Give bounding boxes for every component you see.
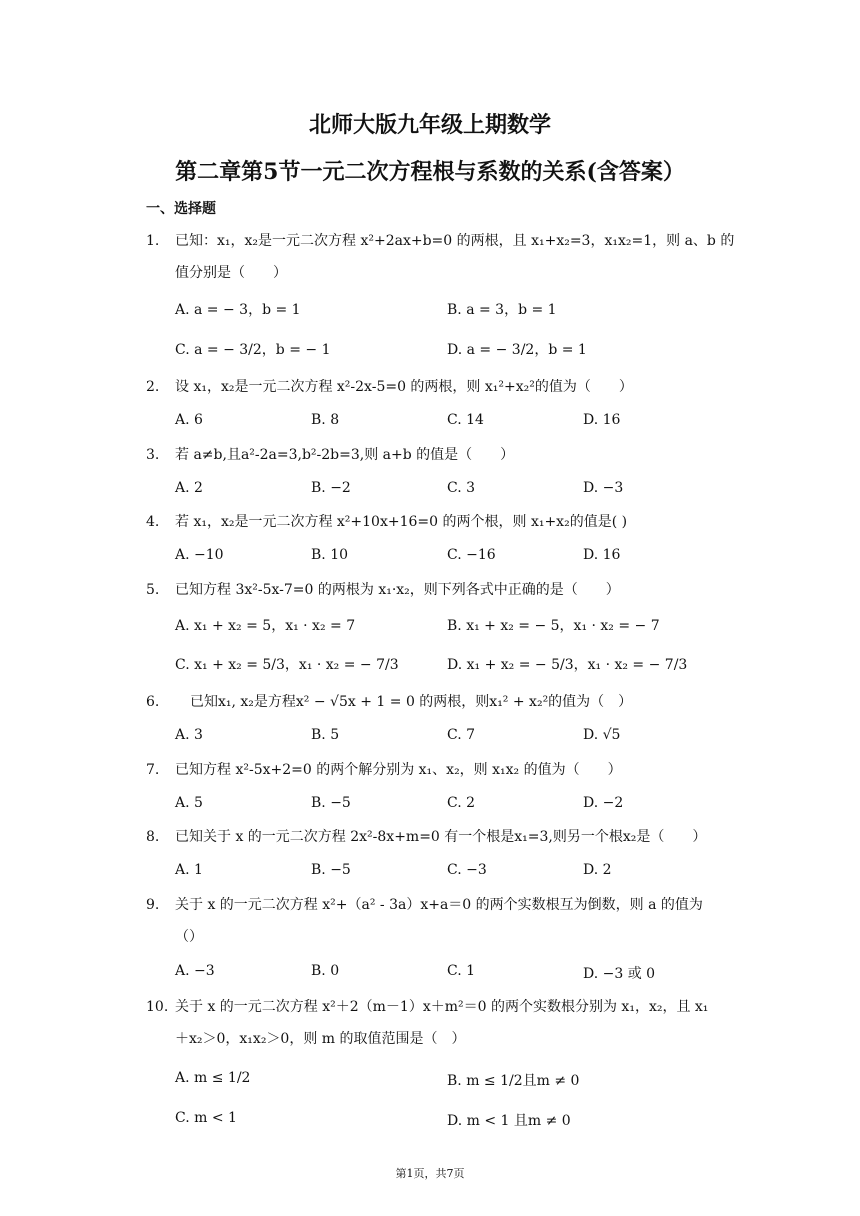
option-d: D. a = − 3/2，b = 1 xyxy=(447,342,587,358)
option-b: B. −5 xyxy=(311,862,351,878)
option-a: A. 1 xyxy=(175,862,203,878)
option-a: A. m ≤ 1/2 xyxy=(175,1070,251,1086)
question-number: 5. xyxy=(146,582,160,598)
option-d: D. x₁ + x₂ = − 5/3，x₁ · x₂ = − 7/3 xyxy=(447,657,688,673)
question-stem-cont: （） xyxy=(175,929,203,945)
option-d: D. √5 xyxy=(583,727,621,743)
option-c: C. a = − 3/2，b = − 1 xyxy=(175,342,331,358)
option-a: A. 5 xyxy=(175,795,203,811)
option-c: C. 1 xyxy=(447,963,476,979)
question-stem-cont: 值分别是（ ） xyxy=(175,265,287,281)
option-c: C. m < 1 xyxy=(175,1110,237,1126)
option-b: B. −5 xyxy=(311,795,351,811)
option-b: B. a = 3，b = 1 xyxy=(447,302,557,318)
option-c: C. −16 xyxy=(447,547,496,563)
option-b: B. 10 xyxy=(311,547,349,563)
option-d: D. −3 xyxy=(583,480,624,496)
question-stem: 关于 x 的一元二次方程 x²+（a² - 3a）x+a＝0 的两个实数根互为倒数，则 a 的值为 xyxy=(175,897,703,913)
document-subtitle: 第二章第5节一元二次方程根与系数的关系(含答案） xyxy=(175,159,685,185)
question-stem: 若 x₁，x₂是一元二次方程 x²+10x+16=0 的两个根，则 x₁+x₂的值是( ) xyxy=(175,514,628,530)
question-number: 8. xyxy=(146,829,160,845)
option-d: D. 16 xyxy=(583,547,621,563)
option-a: A. −3 xyxy=(175,963,215,979)
question-number: 2. xyxy=(146,379,160,395)
option-c: C. 14 xyxy=(447,412,484,428)
question-number: 1. xyxy=(146,233,160,249)
option-c: C. −3 xyxy=(447,862,487,878)
question-stem: 若 a≠b,且a²-2a=3,b²-2b=3,则 a+b 的值是（ ） xyxy=(175,447,515,463)
option-b: B. x₁ + x₂ = − 5，x₁ · x₂ = − 7 xyxy=(447,618,660,634)
question-number: 3. xyxy=(146,447,160,463)
option-d: D. −3 或 0 xyxy=(583,966,656,982)
question-stem: 关于 x 的一元二次方程 x²＋2（m－1）x＋m²＝0 的两个实数根分别为 x₁，x₂，且 x₁ xyxy=(175,999,709,1015)
option-b: B. 0 xyxy=(311,963,340,979)
question-number: 6. xyxy=(146,694,160,710)
option-d: D. 2 xyxy=(583,862,612,878)
option-c: C. x₁ + x₂ = 5/3，x₁ · x₂ = − 7/3 xyxy=(175,657,399,673)
option-a: A. 3 xyxy=(175,727,203,743)
question-stem: 设 x₁，x₂是一元二次方程 x²-2x-5=0 的两根，则 x₁²+x₂²的值为（ ） xyxy=(175,379,633,395)
option-a: A. −10 xyxy=(175,547,224,563)
page-footer: 第1页，共7页 xyxy=(395,1167,465,1180)
section-heading: 一、选择题 xyxy=(146,201,216,217)
option-a: A. a = − 3，b = 1 xyxy=(175,302,301,318)
option-d: D. 16 xyxy=(583,412,621,428)
option-d: D. −2 xyxy=(583,795,624,811)
option-c: C. 7 xyxy=(447,727,476,743)
question-number: 7. xyxy=(146,762,160,778)
question-stem: 已知：x₁，x₂是一元二次方程 x²+2ax+b=0 的两根，且 x₁+x₂=3，x₁x₂=1，则 a、b 的 xyxy=(175,233,735,249)
question-stem: 已知方程 x²-5x+2=0 的两个解分别为 x₁、x₂，则 x₁x₂ 的值为（ ） xyxy=(175,762,622,778)
option-b: B. 8 xyxy=(311,412,340,428)
question-stem: 已知x₁, x₂是方程x² − √5x + 1 = 0 的两根，则x₁² + x₂²的值为（ ） xyxy=(190,694,633,710)
option-c: C. 3 xyxy=(447,480,476,496)
option-d: D. m < 1 且m ≠ 0 xyxy=(447,1113,571,1129)
option-a: A. 6 xyxy=(175,412,203,428)
question-number: 4. xyxy=(146,514,160,530)
question-number: 10. xyxy=(146,999,169,1015)
option-c: C. 2 xyxy=(447,795,476,811)
option-b: B. −2 xyxy=(311,480,351,496)
option-a: A. x₁ + x₂ = 5，x₁ · x₂ = 7 xyxy=(175,618,356,634)
question-stem-cont: ＋x₂＞0，x₁x₂＞0，则 m 的取值范围是（ ） xyxy=(175,1031,466,1047)
option-a: A. 2 xyxy=(175,480,203,496)
question-stem: 已知方程 3x²-5x-7=0 的两根为 x₁·x₂，则下列各式中正确的是（ ） xyxy=(175,582,620,598)
option-b: B. m ≤ 1/2且m ≠ 0 xyxy=(447,1073,580,1089)
option-b: B. 5 xyxy=(311,727,340,743)
document-title: 北师大版九年级上期数学 xyxy=(308,112,551,138)
question-stem: 已知关于 x 的一元二次方程 2x²-8x+m=0 有一个根是x₁=3,则另一个根x₂是（ ） xyxy=(175,829,707,845)
question-number: 9. xyxy=(146,897,160,913)
